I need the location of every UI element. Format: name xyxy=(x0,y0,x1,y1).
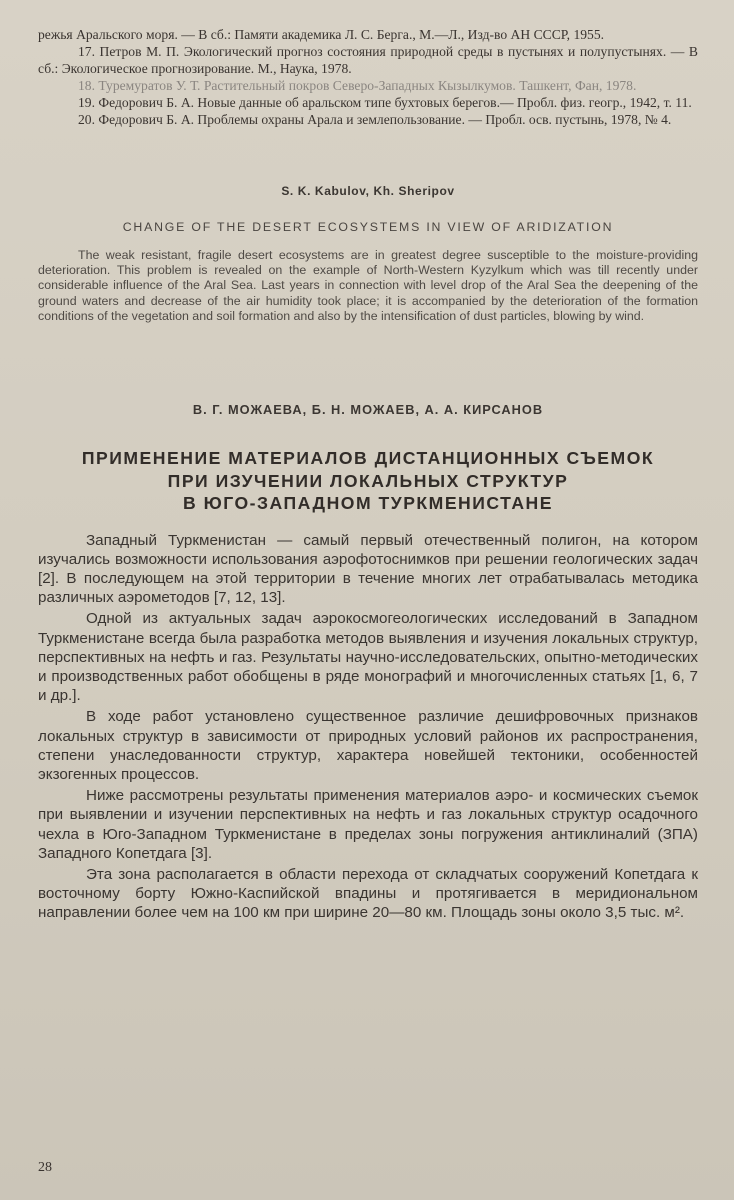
russian-article-authors: В. Г. МОЖАЕВА, Б. Н. МОЖАЕВ, А. А. КИРСАНОВ xyxy=(192,402,544,418)
reference-item-20: 20. Федорович Б. А. Проблемы охраны Арала и землепользование. — Пробл. осв. пустынь, 1978, № 4. xyxy=(78,112,672,127)
reference-item-17: 17. Петров М. П. Экологический прогноз состояния природной среды в пустынях и полупустынях. — В сб.: Экологическое прогнозирование. М., Наука, 1978. xyxy=(38,44,698,76)
english-abstract: The weak resistant, fragile desert ecosystems are in greatest degree susceptible to the moisture-providing deterioration. This problem is revealed on the example of North-Western Kyzylkum which was till recently under considerable influence of the Aral Sea. Last years in connection with level drop of the Aral Sea the deepening of the ground waters and decrease of the air humidity took place; it is accompanied by the deterioration of the formation conditions of the vegetation and soil formation and also by the intensification of dust particles, blowing by wind. xyxy=(38,248,698,323)
reference-list xyxy=(38,26,698,128)
reference-item-19: 19. Федорович Б. А. Новые данные об аральском типе бухтовых берегов.— Пробл. физ. геогр., 1942, т. 11. xyxy=(78,95,692,110)
body-paragraph-5: Эта зона располагается в области перехода от складчатых сооружений Копетдага к восточному борту Южно-Каспийской впадины и протягивается в меридиональном направлении более чем на 100 км при ширине 20—80 км. Площадь зоны около 3,5 тыс. м². xyxy=(38,865,698,922)
russian-article-body xyxy=(38,531,698,923)
body-paragraph-1: Западный Туркменистан — самый первый отечественный полигон, на котором изучались возможности использования аэрофотоснимков при решении геологических задач [2]. В последующем на этой территории в течение многих лет отрабатывалась методика различных аэрометодов [7, 12, 13]. xyxy=(38,531,698,607)
body-paragraph-4: Ниже рассмотрены результаты применения материалов аэро- и космических съемок при выявлении и изучении перспективных на нефть и газ локальных структур осадочного чехла в Юго-Западном Туркменистане в пределах зоны погружения антиклиналий (ЗПА) Западного Копетдага [3]. xyxy=(38,787,698,862)
body-paragraph-2: Одной из актуальных задач аэрокосмогеологических исследований в Западном Туркменистане всегда была разработка методов выявления и изучения локальных структур, перспективных на нефть и газ. Результаты научно-исследовательских, опытно-методических и производственных работ обобщены в ряде монографий и многочисленных статьях [1, 6, 7 и др.]. xyxy=(38,610,698,705)
reference-item-18: 18. Туремуратов У. Т. Растительный покров Северо-Западных Кызылкумов. Ташкент, Фан, 1978. xyxy=(78,78,637,93)
english-article-title: CHANGE OF THE DESERT ECOSYSTEMS IN VIEW OF ARIDIZATION xyxy=(122,220,614,234)
page-number: 28 xyxy=(38,1160,52,1175)
title-line-1: ПРИМЕНЕНИЕ МАТЕРИАЛОВ ДИСТАНЦИОННЫХ СЪЕМОК xyxy=(81,448,655,469)
body-paragraph-3: В ходе работ установлено существенное различие дешифровочных признаков локальных структур в зависимости от природных условий районов их распространения, степени унаследованности структур, характера новейшей тектоники, особенностей экзогенных процессов. xyxy=(38,708,698,783)
russian-article-title xyxy=(38,447,698,515)
reference-continuation: режья Аральского моря. — В сб.: Памяти академика Л. С. Берга., М.—Л., Изд-во АН СССР, 1955. xyxy=(38,27,605,42)
title-line-2: ПРИ ИЗУЧЕНИИ ЛОКАЛЬНЫХ СТРУКТУР xyxy=(167,470,569,491)
english-article-authors: S. K. Kabulov, Kh. Sheripov xyxy=(281,184,455,198)
title-line-3: В ЮГО-ЗАПАДНОМ ТУРКМЕНИСТАНЕ xyxy=(183,493,553,514)
